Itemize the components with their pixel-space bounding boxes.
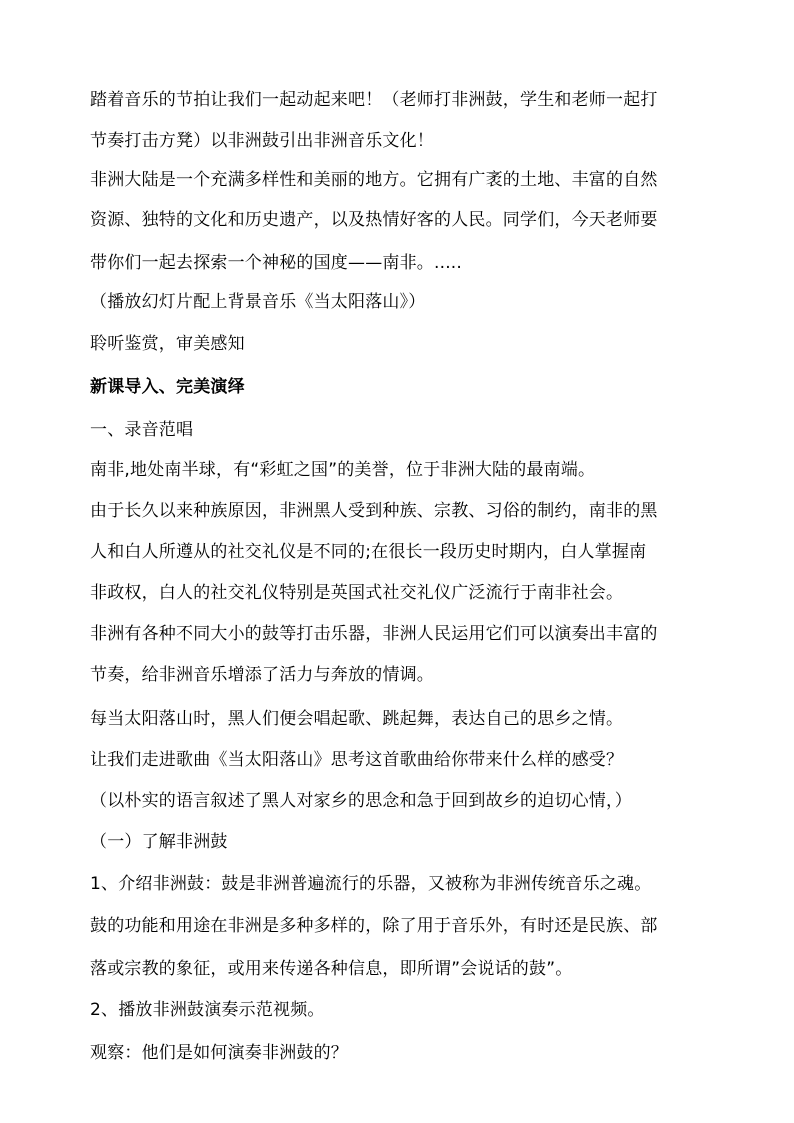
paragraph-line: 带你们一起去探索一个神秘的国度——南非。..... xyxy=(90,253,463,273)
paragraph-line: （播放幻灯片配上背景音乐《当太阳落山》） xyxy=(90,292,426,312)
paragraph-line: 每当太阳落山时，黑人们便会唱起歌、跳起舞，表达自己的思乡之情。 xyxy=(90,709,624,729)
paragraph-line: 人和白人所遵从的社交礼仪是不同的;在很长一段历史时期内，白人掌握南 xyxy=(90,542,647,562)
paragraph-line: 非洲有各种不同大小的鼓等打击乐器，非洲人民运用它们可以演奏出丰富的 xyxy=(90,624,658,644)
paragraph-line: 非政权，白人的社交礼仪特别是英国式社交礼仪广泛流行于南非社会。 xyxy=(90,583,624,603)
section-heading: 新课导入、完美演绎 xyxy=(90,377,245,397)
paragraph-line: 踏着音乐的节拍让我们一起动起来吧！（老师打非洲鼓，学生和老师一起打 xyxy=(90,90,658,110)
paragraph-line: 资源、独特的文化和历史遗产，以及热情好客的人民。同学们，今天老师要 xyxy=(90,210,658,230)
paragraph-line: 鼓的功能和用途在非洲是多种多样的，除了用于音乐外，有时还是民族、部 xyxy=(90,916,658,936)
paragraph-line: 2、播放非洲鼓演奏示范视频。 xyxy=(90,1000,325,1020)
paragraph-line: 让我们走进歌曲《当太阳落山》思考这首歌曲给你带来什么样的感受？ xyxy=(90,750,624,770)
paragraph-line: 1、介绍非洲鼓：鼓是非洲普遍流行的乐器，又被称为非洲传统音乐之魂。 xyxy=(90,874,652,894)
paragraph-line: 聆听鉴赏，审美感知 xyxy=(90,334,245,354)
paragraph-line: 节奏，给非洲音乐增添了活力与奔放的情调。 xyxy=(90,665,434,685)
paragraph-line: 非洲大陆是一个充满多样性和美丽的地方。它拥有广袤的土地、丰富的自然 xyxy=(90,170,658,190)
subsection-heading: （一）了解非洲鼓 xyxy=(90,832,228,852)
paragraph-line: 节奏打击方凳）以非洲鼓引出非洲音乐文化！ xyxy=(90,131,434,151)
paragraph-line: 由于长久以来种族原因，非洲黑人受到种族、宗教、习俗的制约，南非的黑 xyxy=(90,501,658,521)
paragraph-line: 南非,地处南半球，有“彩虹之国”的美誉，位于非洲大陆的最南端。 xyxy=(90,460,596,480)
paragraph-line: 落或宗教的象征，或用来传递各种信息，即所谓”会说话的鼓”。 xyxy=(90,959,573,979)
paragraph-line: （以朴实的语言叙述了黑人对家乡的思念和急于回到故乡的迫切心情，） xyxy=(90,791,632,811)
subsection-heading: 一、录音范唱 xyxy=(90,420,194,440)
paragraph-line: 观察：他们是如何演奏非洲鼓的？ xyxy=(90,1043,348,1063)
